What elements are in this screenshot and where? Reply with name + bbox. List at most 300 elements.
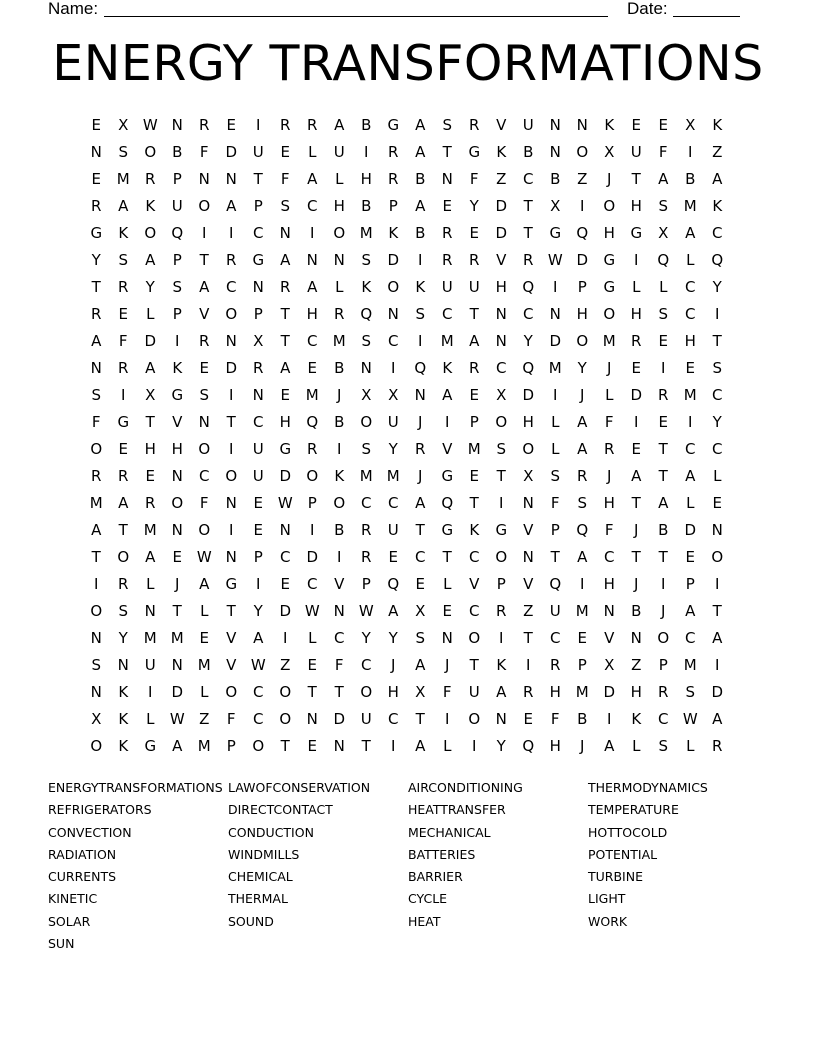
grid-letter[interactable]: A bbox=[658, 169, 669, 188]
grid-letter[interactable]: J bbox=[418, 466, 423, 485]
grid-letter[interactable]: V bbox=[496, 115, 507, 134]
grid-letter[interactable]: W bbox=[142, 115, 159, 134]
grid-letter[interactable]: I bbox=[526, 655, 531, 674]
grid-letter[interactable]: A bbox=[145, 250, 156, 269]
grid-letter[interactable]: A bbox=[91, 520, 102, 539]
grid-letter[interactable]: H bbox=[549, 736, 562, 755]
grid-letter[interactable]: I bbox=[391, 358, 396, 377]
grid-letter[interactable]: M bbox=[197, 736, 212, 755]
grid-letter[interactable]: R bbox=[145, 169, 156, 188]
grid-letter[interactable]: G bbox=[441, 466, 454, 485]
grid-letter[interactable]: N bbox=[306, 250, 319, 269]
grid-letter[interactable]: M bbox=[197, 655, 212, 674]
grid-letter[interactable]: O bbox=[333, 223, 346, 242]
grid-letter[interactable]: T bbox=[523, 223, 534, 242]
grid-letter[interactable]: N bbox=[495, 709, 508, 728]
grid-letter[interactable]: Y bbox=[577, 358, 588, 377]
grid-letter[interactable]: M bbox=[386, 466, 401, 485]
grid-letter[interactable]: X bbox=[388, 385, 399, 404]
grid-letter[interactable]: O bbox=[225, 682, 238, 701]
grid-letter[interactable]: P bbox=[550, 520, 561, 539]
grid-letter[interactable]: V bbox=[334, 574, 345, 593]
grid-letter[interactable]: I bbox=[337, 547, 342, 566]
grid-letter[interactable]: R bbox=[415, 439, 426, 458]
grid-letter[interactable]: I bbox=[553, 277, 558, 296]
grid-letter[interactable]: A bbox=[307, 169, 318, 188]
grid-letter[interactable]: O bbox=[603, 304, 616, 323]
grid-letter[interactable]: J bbox=[175, 574, 180, 593]
grid-letter[interactable]: Q bbox=[522, 358, 535, 377]
grid-letter[interactable]: Q bbox=[387, 574, 400, 593]
grid-letter[interactable]: U bbox=[252, 142, 265, 161]
grid-letter[interactable]: L bbox=[551, 412, 560, 431]
grid-letter[interactable]: Q bbox=[414, 358, 427, 377]
grid-letter[interactable]: M bbox=[143, 520, 158, 539]
grid-letter[interactable]: B bbox=[523, 142, 534, 161]
grid-letter[interactable]: Y bbox=[712, 277, 723, 296]
grid-letter[interactable]: X bbox=[91, 709, 102, 728]
grid-letter[interactable]: M bbox=[548, 358, 563, 377]
grid-letter[interactable]: Z bbox=[523, 601, 534, 620]
grid-letter[interactable]: I bbox=[202, 223, 207, 242]
grid-letter[interactable]: G bbox=[90, 223, 103, 242]
grid-letter[interactable]: F bbox=[658, 142, 669, 161]
grid-letter[interactable]: H bbox=[306, 304, 319, 323]
grid-letter[interactable]: O bbox=[90, 601, 103, 620]
grid-letter[interactable]: W bbox=[196, 547, 213, 566]
grid-letter[interactable]: C bbox=[334, 628, 345, 647]
grid-letter[interactable]: B bbox=[631, 601, 642, 620]
grid-letter[interactable]: R bbox=[712, 736, 723, 755]
grid-letter[interactable]: P bbox=[172, 250, 183, 269]
grid-letter[interactable]: F bbox=[91, 412, 102, 431]
grid-letter[interactable]: G bbox=[225, 574, 238, 593]
grid-letter[interactable]: D bbox=[333, 709, 346, 728]
grid-letter[interactable]: O bbox=[90, 439, 103, 458]
grid-letter[interactable]: P bbox=[388, 196, 399, 215]
grid-letter[interactable]: R bbox=[253, 358, 264, 377]
grid-letter[interactable]: Q bbox=[171, 223, 184, 242]
grid-letter[interactable]: F bbox=[280, 169, 291, 188]
grid-letter[interactable]: A bbox=[415, 115, 426, 134]
grid-letter[interactable]: N bbox=[90, 628, 103, 647]
grid-letter[interactable]: L bbox=[551, 439, 560, 458]
grid-letter[interactable]: A bbox=[712, 628, 723, 647]
grid-letter[interactable]: N bbox=[387, 304, 400, 323]
grid-letter[interactable]: K bbox=[442, 358, 453, 377]
grid-letter[interactable]: O bbox=[279, 709, 292, 728]
grid-letter[interactable]: J bbox=[580, 385, 585, 404]
grid-letter[interactable]: S bbox=[172, 277, 183, 296]
grid-letter[interactable]: R bbox=[118, 358, 129, 377]
grid-letter[interactable]: R bbox=[118, 466, 129, 485]
grid-letter[interactable]: Y bbox=[712, 412, 723, 431]
grid-letter[interactable]: C bbox=[523, 169, 534, 188]
grid-letter[interactable]: A bbox=[280, 358, 291, 377]
grid-letter[interactable]: T bbox=[469, 304, 480, 323]
grid-letter[interactable]: C bbox=[253, 223, 264, 242]
grid-letter[interactable]: X bbox=[145, 385, 156, 404]
grid-letter[interactable]: A bbox=[307, 277, 318, 296]
grid-letter[interactable]: O bbox=[90, 736, 103, 755]
grid-letter[interactable]: A bbox=[388, 601, 399, 620]
grid-letter[interactable]: I bbox=[418, 331, 423, 350]
grid-letter[interactable]: E bbox=[658, 115, 669, 134]
grid-letter[interactable]: P bbox=[658, 655, 669, 674]
grid-letter[interactable]: A bbox=[442, 385, 453, 404]
grid-letter[interactable]: E bbox=[307, 655, 318, 674]
grid-letter[interactable]: C bbox=[199, 466, 210, 485]
grid-letter[interactable]: E bbox=[253, 493, 264, 512]
grid-letter[interactable]: H bbox=[684, 331, 697, 350]
grid-letter[interactable]: I bbox=[445, 709, 450, 728]
grid-letter[interactable]: T bbox=[145, 412, 156, 431]
grid-letter[interactable]: N bbox=[441, 169, 454, 188]
grid-letter[interactable]: D bbox=[306, 547, 319, 566]
grid-letter[interactable]: U bbox=[522, 115, 535, 134]
grid-letter[interactable]: N bbox=[198, 169, 211, 188]
grid-letter[interactable]: V bbox=[604, 628, 615, 647]
grid-letter[interactable]: T bbox=[658, 547, 669, 566]
grid-letter[interactable]: I bbox=[499, 628, 504, 647]
grid-letter[interactable]: K bbox=[118, 223, 129, 242]
grid-letter[interactable]: C bbox=[253, 412, 264, 431]
grid-letter[interactable]: D bbox=[387, 250, 400, 269]
grid-letter[interactable]: C bbox=[712, 385, 723, 404]
grid-letter[interactable]: H bbox=[630, 196, 643, 215]
grid-letter[interactable]: T bbox=[226, 601, 237, 620]
grid-letter[interactable]: E bbox=[631, 358, 642, 377]
grid-letter[interactable]: V bbox=[523, 520, 534, 539]
grid-letter[interactable]: E bbox=[442, 196, 453, 215]
grid-letter[interactable]: F bbox=[604, 412, 615, 431]
grid-letter[interactable]: P bbox=[496, 574, 507, 593]
grid-letter[interactable]: I bbox=[256, 574, 261, 593]
grid-letter[interactable]: X bbox=[361, 385, 372, 404]
grid-letter[interactable]: E bbox=[253, 520, 264, 539]
grid-letter[interactable]: A bbox=[415, 655, 426, 674]
grid-letter[interactable]: E bbox=[685, 547, 696, 566]
grid-letter[interactable]: G bbox=[603, 250, 616, 269]
grid-letter[interactable]: F bbox=[226, 709, 237, 728]
grid-letter[interactable]: M bbox=[170, 628, 185, 647]
date-blank-line[interactable] bbox=[673, 16, 740, 17]
grid-letter[interactable]: Y bbox=[496, 736, 507, 755]
grid-letter[interactable]: N bbox=[522, 493, 535, 512]
grid-letter[interactable]: E bbox=[118, 439, 129, 458]
grid-letter[interactable]: Z bbox=[199, 709, 210, 728]
grid-letter[interactable]: E bbox=[280, 385, 291, 404]
grid-letter[interactable]: R bbox=[604, 439, 615, 458]
grid-letter[interactable]: X bbox=[685, 115, 696, 134]
grid-letter[interactable]: K bbox=[145, 196, 156, 215]
grid-letter[interactable]: N bbox=[630, 628, 643, 647]
grid-letter[interactable]: C bbox=[604, 547, 615, 566]
grid-letter[interactable]: E bbox=[469, 223, 480, 242]
grid-letter[interactable]: X bbox=[550, 196, 561, 215]
grid-letter[interactable]: K bbox=[118, 736, 129, 755]
grid-letter[interactable]: C bbox=[226, 277, 237, 296]
grid-letter[interactable]: M bbox=[575, 601, 590, 620]
grid-letter[interactable]: Z bbox=[631, 655, 642, 674]
grid-letter[interactable]: G bbox=[171, 385, 184, 404]
grid-letter[interactable]: N bbox=[225, 547, 238, 566]
grid-letter[interactable]: R bbox=[523, 682, 534, 701]
grid-letter[interactable]: E bbox=[685, 358, 696, 377]
grid-letter[interactable]: K bbox=[631, 709, 642, 728]
grid-letter[interactable]: X bbox=[496, 385, 507, 404]
grid-letter[interactable]: S bbox=[91, 655, 102, 674]
grid-letter[interactable]: J bbox=[580, 736, 585, 755]
grid-letter[interactable]: R bbox=[280, 277, 291, 296]
grid-letter[interactable]: H bbox=[495, 277, 508, 296]
grid-letter[interactable]: S bbox=[280, 196, 291, 215]
grid-letter[interactable]: L bbox=[443, 736, 452, 755]
grid-letter[interactable]: R bbox=[199, 115, 210, 134]
grid-letter[interactable]: D bbox=[684, 520, 697, 539]
grid-letter[interactable]: O bbox=[360, 682, 373, 701]
grid-letter[interactable]: K bbox=[712, 196, 723, 215]
grid-letter[interactable]: A bbox=[577, 439, 588, 458]
grid-letter[interactable]: A bbox=[280, 250, 291, 269]
grid-letter[interactable]: L bbox=[686, 493, 695, 512]
grid-letter[interactable]: Y bbox=[388, 628, 399, 647]
grid-letter[interactable]: N bbox=[441, 628, 454, 647]
grid-letter[interactable]: M bbox=[116, 169, 131, 188]
grid-letter[interactable]: X bbox=[523, 466, 534, 485]
grid-letter[interactable]: A bbox=[199, 277, 210, 296]
grid-letter[interactable]: I bbox=[661, 574, 666, 593]
grid-letter[interactable]: U bbox=[252, 466, 265, 485]
grid-letter[interactable]: E bbox=[199, 358, 210, 377]
grid-letter[interactable]: C bbox=[361, 655, 372, 674]
grid-letter[interactable]: N bbox=[144, 601, 157, 620]
grid-letter[interactable]: I bbox=[364, 142, 369, 161]
grid-letter[interactable]: I bbox=[175, 331, 180, 350]
grid-letter[interactable]: X bbox=[415, 682, 426, 701]
grid-letter[interactable]: F bbox=[199, 493, 210, 512]
grid-letter[interactable]: A bbox=[118, 196, 129, 215]
grid-letter[interactable]: Q bbox=[576, 520, 589, 539]
grid-letter[interactable]: M bbox=[575, 682, 590, 701]
grid-letter[interactable]: D bbox=[576, 250, 589, 269]
grid-letter[interactable]: O bbox=[468, 628, 481, 647]
grid-letter[interactable]: I bbox=[229, 520, 234, 539]
grid-letter[interactable]: C bbox=[253, 709, 264, 728]
grid-letter[interactable]: O bbox=[576, 331, 589, 350]
grid-letter[interactable]: A bbox=[118, 493, 129, 512]
grid-letter[interactable]: B bbox=[658, 520, 669, 539]
grid-letter[interactable]: U bbox=[630, 142, 643, 161]
grid-letter[interactable]: A bbox=[712, 169, 723, 188]
grid-letter[interactable]: K bbox=[118, 682, 129, 701]
grid-letter[interactable]: K bbox=[334, 466, 345, 485]
grid-letter[interactable]: T bbox=[442, 142, 453, 161]
grid-letter[interactable]: R bbox=[658, 385, 669, 404]
grid-letter[interactable]: B bbox=[334, 412, 345, 431]
grid-letter[interactable]: F bbox=[118, 331, 129, 350]
grid-letter[interactable]: U bbox=[387, 520, 400, 539]
grid-letter[interactable]: N bbox=[495, 331, 508, 350]
grid-letter[interactable]: W bbox=[250, 655, 267, 674]
grid-letter[interactable]: G bbox=[549, 223, 562, 242]
grid-letter[interactable]: H bbox=[576, 304, 589, 323]
grid-letter[interactable]: Q bbox=[711, 250, 724, 269]
grid-letter[interactable]: H bbox=[630, 682, 643, 701]
grid-letter[interactable]: H bbox=[144, 439, 157, 458]
grid-letter[interactable]: W bbox=[304, 601, 321, 620]
grid-letter[interactable]: I bbox=[283, 628, 288, 647]
grid-letter[interactable]: S bbox=[415, 628, 426, 647]
grid-letter[interactable]: N bbox=[90, 142, 103, 161]
grid-letter[interactable]: A bbox=[685, 601, 696, 620]
grid-letter[interactable]: R bbox=[91, 196, 102, 215]
grid-letter[interactable]: L bbox=[686, 736, 695, 755]
grid-letter[interactable]: O bbox=[576, 142, 589, 161]
grid-letter[interactable]: T bbox=[334, 682, 345, 701]
grid-letter[interactable]: S bbox=[361, 439, 372, 458]
grid-letter[interactable]: O bbox=[657, 628, 670, 647]
grid-letter[interactable]: D bbox=[495, 196, 508, 215]
grid-letter[interactable]: A bbox=[685, 466, 696, 485]
grid-letter[interactable]: E bbox=[658, 412, 669, 431]
grid-letter[interactable]: A bbox=[685, 223, 696, 242]
grid-letter[interactable]: I bbox=[553, 385, 558, 404]
grid-letter[interactable]: T bbox=[307, 682, 318, 701]
grid-letter[interactable]: E bbox=[307, 736, 318, 755]
grid-letter[interactable]: R bbox=[658, 682, 669, 701]
grid-letter[interactable]: T bbox=[226, 412, 237, 431]
grid-letter[interactable]: N bbox=[495, 304, 508, 323]
grid-letter[interactable]: I bbox=[229, 439, 234, 458]
grid-letter[interactable]: S bbox=[199, 385, 210, 404]
grid-letter[interactable]: L bbox=[200, 682, 209, 701]
grid-letter[interactable]: L bbox=[632, 277, 641, 296]
grid-letter[interactable]: S bbox=[415, 304, 426, 323]
grid-letter[interactable]: U bbox=[144, 655, 157, 674]
grid-letter[interactable]: Y bbox=[253, 601, 264, 620]
grid-letter[interactable]: K bbox=[496, 142, 507, 161]
grid-letter[interactable]: O bbox=[198, 196, 211, 215]
grid-letter[interactable]: N bbox=[333, 736, 346, 755]
grid-letter[interactable]: R bbox=[442, 250, 453, 269]
grid-letter[interactable]: E bbox=[631, 439, 642, 458]
grid-letter[interactable]: A bbox=[577, 412, 588, 431]
grid-letter[interactable]: T bbox=[199, 250, 210, 269]
grid-letter[interactable]: C bbox=[523, 304, 534, 323]
grid-letter[interactable]: C bbox=[361, 493, 372, 512]
grid-letter[interactable]: L bbox=[308, 142, 317, 161]
grid-letter[interactable]: M bbox=[602, 331, 617, 350]
grid-letter[interactable]: E bbox=[712, 493, 723, 512]
grid-letter[interactable]: K bbox=[604, 115, 615, 134]
grid-letter[interactable]: E bbox=[145, 466, 156, 485]
grid-letter[interactable]: R bbox=[631, 331, 642, 350]
grid-letter[interactable]: H bbox=[603, 493, 616, 512]
grid-letter[interactable]: O bbox=[603, 196, 616, 215]
grid-letter[interactable]: J bbox=[445, 655, 450, 674]
grid-letter[interactable]: O bbox=[171, 493, 184, 512]
grid-letter[interactable]: D bbox=[144, 331, 157, 350]
grid-letter[interactable]: I bbox=[94, 574, 99, 593]
grid-letter[interactable]: J bbox=[634, 574, 639, 593]
grid-letter[interactable]: B bbox=[334, 520, 345, 539]
grid-letter[interactable]: E bbox=[91, 169, 102, 188]
grid-letter[interactable]: A bbox=[334, 115, 345, 134]
grid-letter[interactable]: B bbox=[361, 196, 372, 215]
grid-letter[interactable]: T bbox=[172, 601, 183, 620]
grid-letter[interactable]: N bbox=[117, 655, 130, 674]
grid-letter[interactable]: H bbox=[387, 682, 400, 701]
grid-letter[interactable]: E bbox=[199, 628, 210, 647]
grid-letter[interactable]: A bbox=[415, 493, 426, 512]
grid-letter[interactable]: M bbox=[683, 385, 698, 404]
grid-letter[interactable]: N bbox=[171, 655, 184, 674]
grid-letter[interactable]: T bbox=[280, 736, 291, 755]
grid-letter[interactable]: A bbox=[469, 331, 480, 350]
grid-letter[interactable]: R bbox=[307, 439, 318, 458]
grid-letter[interactable]: N bbox=[225, 493, 238, 512]
grid-letter[interactable]: L bbox=[686, 250, 695, 269]
grid-letter[interactable]: P bbox=[226, 736, 237, 755]
grid-letter[interactable]: H bbox=[549, 682, 562, 701]
grid-letter[interactable]: G bbox=[387, 115, 400, 134]
grid-letter[interactable]: I bbox=[445, 412, 450, 431]
grid-letter[interactable]: D bbox=[279, 601, 292, 620]
grid-letter[interactable]: Y bbox=[469, 196, 480, 215]
grid-letter[interactable]: A bbox=[145, 358, 156, 377]
grid-letter[interactable]: C bbox=[685, 628, 696, 647]
grid-letter[interactable]: M bbox=[440, 331, 455, 350]
grid-letter[interactable]: P bbox=[253, 304, 264, 323]
grid-letter[interactable]: K bbox=[469, 520, 480, 539]
grid-letter[interactable]: D bbox=[495, 223, 508, 242]
grid-letter[interactable]: N bbox=[198, 412, 211, 431]
grid-letter[interactable]: J bbox=[634, 520, 639, 539]
grid-letter[interactable]: U bbox=[171, 196, 184, 215]
grid-letter[interactable]: Z bbox=[496, 169, 507, 188]
grid-letter[interactable]: G bbox=[279, 439, 292, 458]
grid-letter[interactable]: N bbox=[603, 601, 616, 620]
grid-letter[interactable]: R bbox=[577, 466, 588, 485]
grid-letter[interactable]: D bbox=[711, 682, 724, 701]
grid-letter[interactable]: P bbox=[577, 655, 588, 674]
grid-letter[interactable]: R bbox=[550, 655, 561, 674]
grid-letter[interactable]: O bbox=[306, 466, 319, 485]
grid-letter[interactable]: A bbox=[253, 628, 264, 647]
grid-letter[interactable]: P bbox=[172, 304, 183, 323]
grid-letter[interactable]: O bbox=[495, 547, 508, 566]
grid-letter[interactable]: H bbox=[360, 169, 373, 188]
grid-letter[interactable]: A bbox=[172, 736, 183, 755]
grid-letter[interactable]: N bbox=[225, 331, 238, 350]
grid-letter[interactable]: C bbox=[388, 709, 399, 728]
grid-letter[interactable]: T bbox=[496, 466, 507, 485]
grid-letter[interactable]: C bbox=[658, 709, 669, 728]
grid-letter[interactable]: J bbox=[418, 412, 423, 431]
grid-letter[interactable]: K bbox=[172, 358, 183, 377]
grid-letter[interactable]: U bbox=[333, 142, 346, 161]
grid-letter[interactable]: Y bbox=[145, 277, 156, 296]
grid-letter[interactable]: N bbox=[549, 142, 562, 161]
grid-letter[interactable]: L bbox=[605, 385, 614, 404]
grid-letter[interactable]: H bbox=[630, 304, 643, 323]
grid-letter[interactable]: O bbox=[225, 466, 238, 485]
grid-letter[interactable]: I bbox=[715, 574, 720, 593]
grid-letter[interactable]: B bbox=[550, 169, 561, 188]
grid-letter[interactable]: I bbox=[148, 682, 153, 701]
grid-letter[interactable]: I bbox=[499, 493, 504, 512]
